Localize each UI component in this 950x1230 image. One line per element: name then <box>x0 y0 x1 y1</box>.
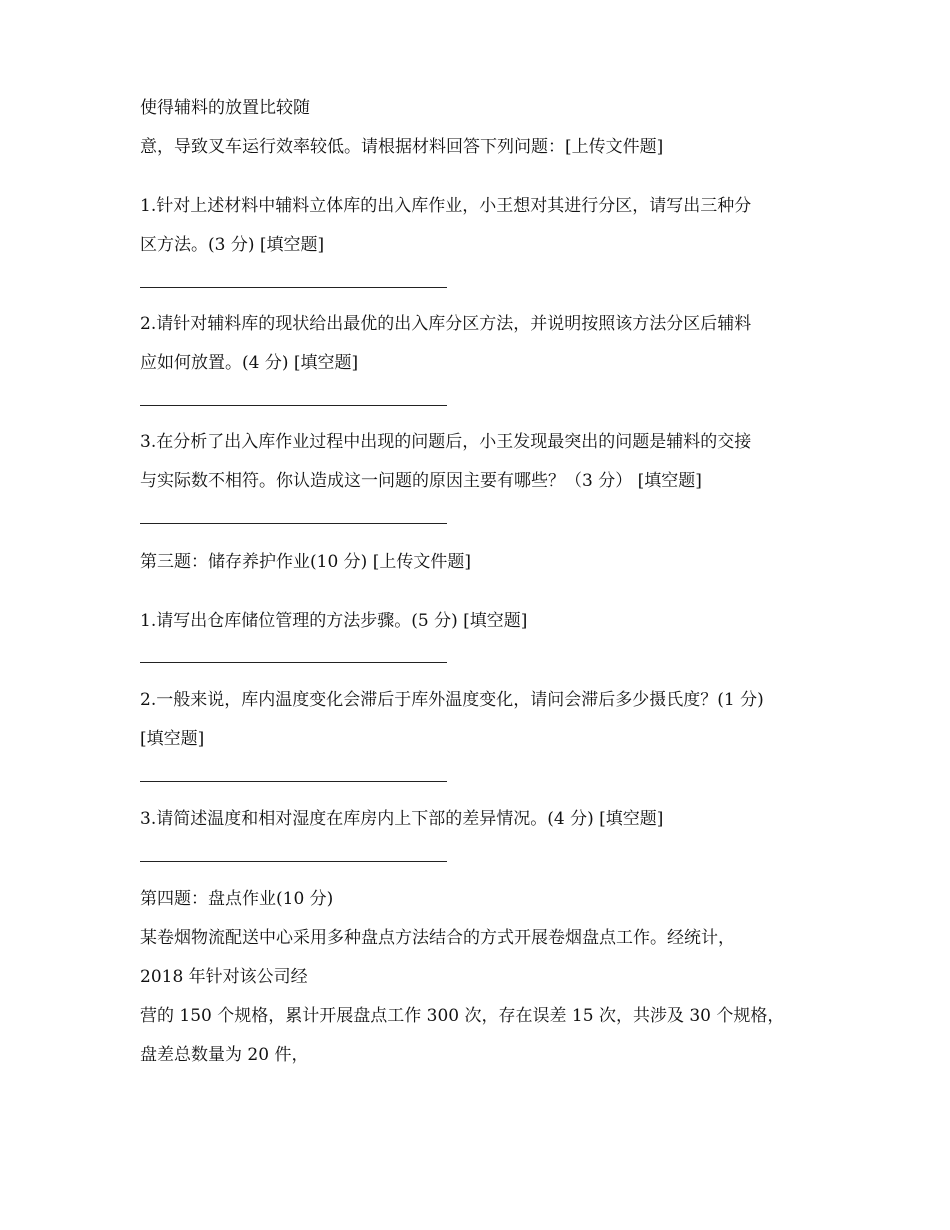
answer-blank-1[interactable] <box>140 287 447 288</box>
passage-line-3: 营的 150 个规格，累计开展盘点工作 300 次，存在误差 15 次，共涉及 30 个规格， <box>140 1006 785 1026</box>
question-3-1: 1.请写出仓库储位管理的方法步骤。(5 分) [填空题] <box>140 611 528 631</box>
text-line: 使得辅料的放置比较随 <box>140 98 310 118</box>
passage-line-2: 2018 年针对该公司经 <box>140 967 308 987</box>
question-1-line-1: 1.针对上述材料中辅料立体库的出入库作业，小王想对其进行分区，请写出三种分 <box>140 196 752 216</box>
section-heading-4: 第四题：盘点作业(10 分) <box>140 889 334 909</box>
question-3-3: 3.请简述温度和相对湿度在库房内上下部的差异情况。(4 分) [填空题] <box>140 809 664 829</box>
answer-blank-5[interactable] <box>140 781 447 782</box>
passage-line-1: 某卷烟物流配送中心采用多种盘点方法结合的方式开展卷烟盘点工作。经统计， <box>140 928 735 948</box>
answer-blank-3[interactable] <box>140 523 447 524</box>
answer-blank-6[interactable] <box>140 861 447 862</box>
question-3-2-line-1: 2.一般来说，库内温度变化会滞后于库外温度变化，请问会滞后多少摄氏度？(1 分) <box>140 690 764 710</box>
question-3-line-1: 3.在分析了出入库作业过程中出现的问题后，小王发现最突出的问题是辅料的交接 <box>140 432 752 452</box>
question-3-2-line-2: [填空题] <box>140 729 205 749</box>
answer-blank-2[interactable] <box>140 405 447 406</box>
section-heading-3: 第三题：储存养护作业(10 分) [上传文件题] <box>140 552 471 572</box>
passage-line-4: 盘差总数量为 20 件， <box>140 1045 309 1065</box>
answer-blank-4[interactable] <box>140 662 447 663</box>
question-2-line-2: 应如何放置。(4 分) [填空题] <box>140 353 359 373</box>
text-line: 意，导致叉车运行效率较低。请根据材料回答下列问题：[上传文件题] <box>140 137 664 157</box>
question-1-line-2: 区方法。(3 分) [填空题] <box>140 235 325 255</box>
question-2-line-1: 2.请针对辅料库的现状给出最优的出入库分区方法，并说明按照该方法分区后辅料 <box>140 314 752 334</box>
question-3-line-2: 与实际数不相符。你认造成这一问题的原因主要有哪些？（3 分） [填空题] <box>140 471 702 491</box>
